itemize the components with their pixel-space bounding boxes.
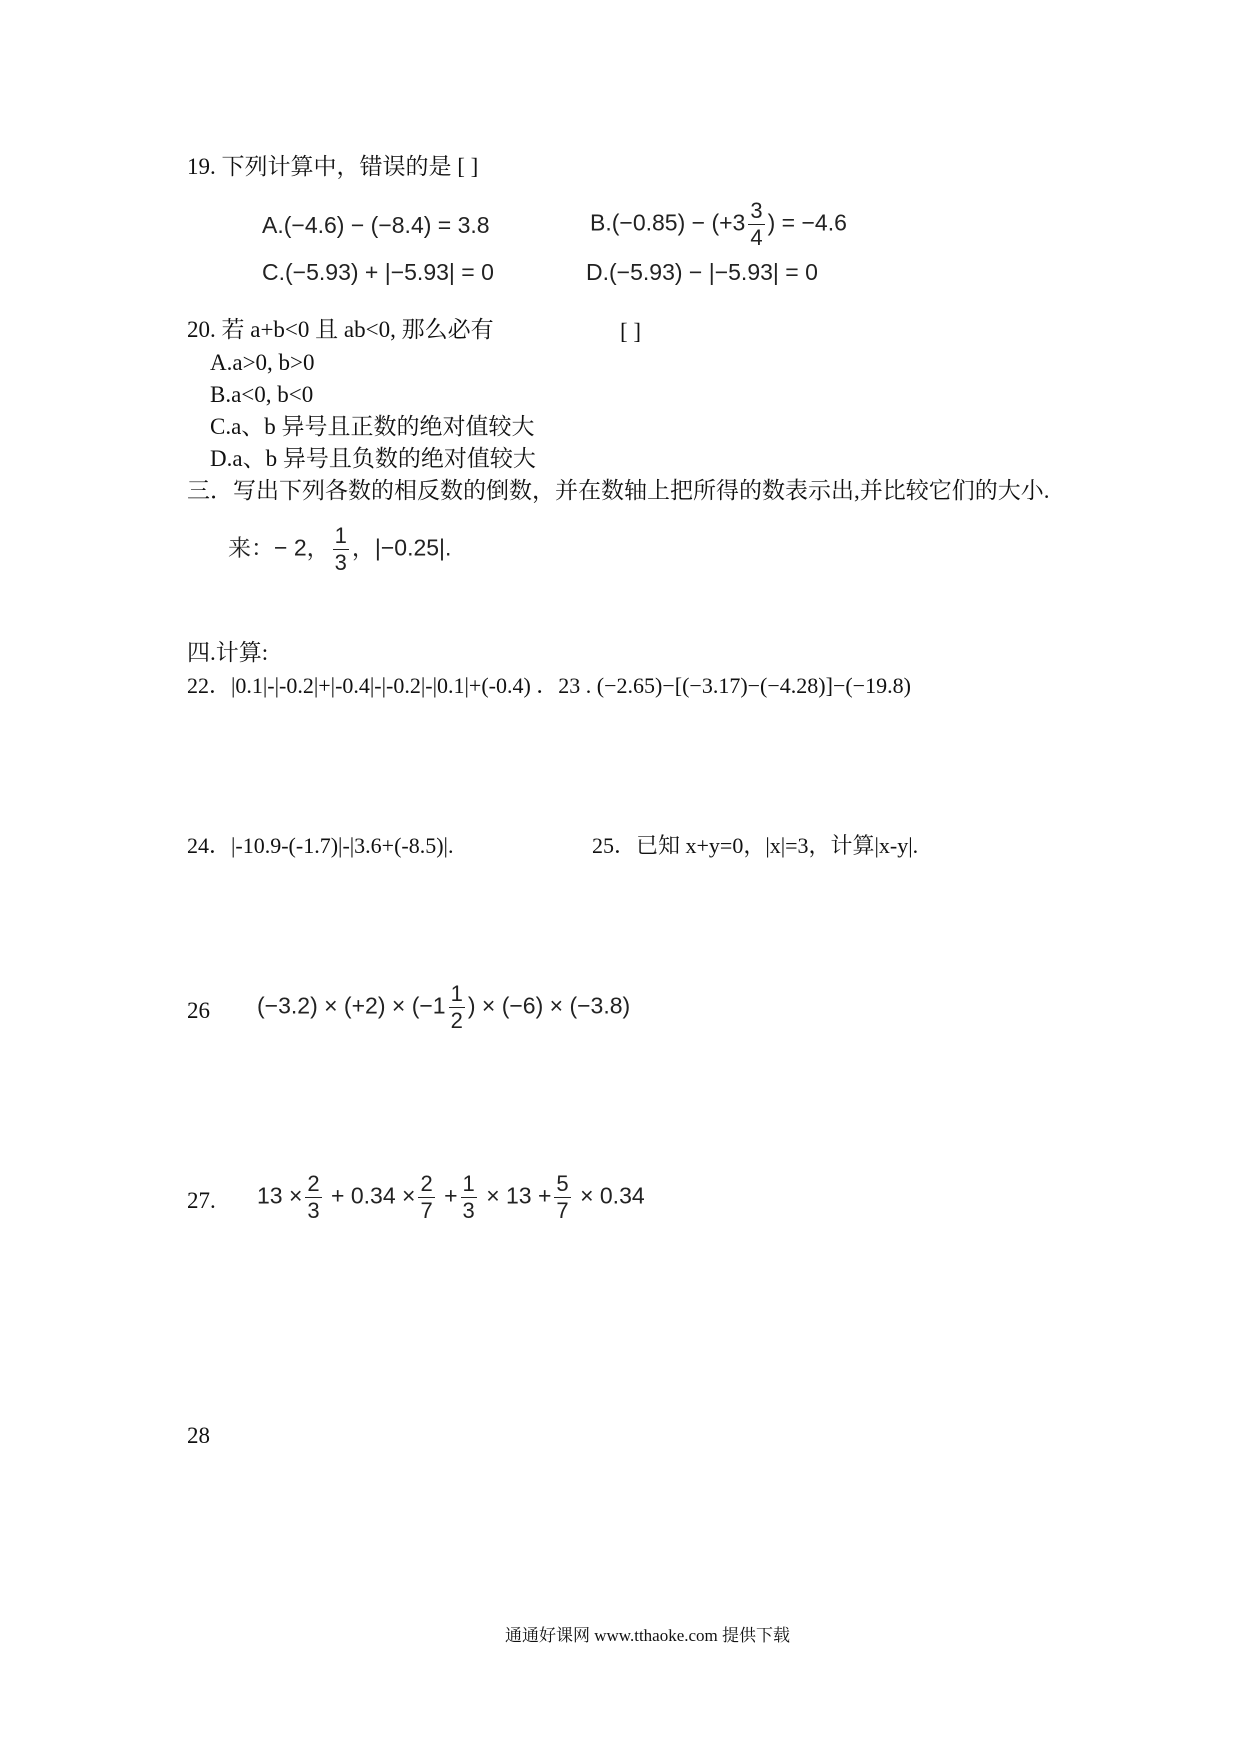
q27-fraction-3 [461,1173,477,1222]
q19-option-b-pre: B.(−0.85) − (+3 [590,209,746,236]
q27-expression [257,1173,645,1222]
fraction-numerator: 1 [462,1171,475,1196]
fraction-numerator: 3 [750,198,763,223]
q20-option-c: C.a、b 异号且正数的绝对值较大 [210,414,535,439]
q19-option-c: C.(−5.93) + |−5.93| = 0 [262,259,494,285]
q20-option-b: B.a<0, b<0 [210,382,314,407]
q20-option-a: A.a>0, b>0 [210,350,315,375]
fraction-numerator: 1 [450,981,463,1006]
q26-expression [257,983,630,1032]
q27-term-d: × 13 + [486,1182,552,1209]
section-3-numbers-post: ，|−0.25|. [351,534,452,561]
q20-answer-bracket: [ ] [620,319,642,344]
q24-line: 24．|-10.9-(-1.7)|-|3.6+(-8.5)|. [187,833,454,858]
q26-expression-post: ) × (−6) × (−3.8) [467,992,631,1019]
fraction-denominator: 7 [556,1198,569,1223]
q20-stem: 20. 若 a+b<0 且 ab<0, 那么必有 [187,317,494,342]
q27-term-c: + [444,1182,458,1209]
q25-line: 25．已知 x+y=0，|x|=3，计算|x-y|. [592,833,919,858]
section-3-numbers-pre: 来：− 2， [228,534,330,561]
q27-term-e: × 0.34 [580,1182,645,1209]
q27-term-b: + 0.34 × [331,1182,416,1209]
fraction-numerator: 5 [556,1171,569,1196]
q27-fraction-2 [418,1173,434,1222]
fraction-denominator: 7 [420,1198,433,1223]
section-3-title: 三．写出下列各数的相反数的倒数，并在数轴上把所得的数表示出,并比较它们的大小. [187,478,1050,503]
q19-option-b [590,200,847,249]
fraction-denominator: 3 [334,550,347,575]
q27-number: 27. [187,1188,216,1213]
q26-fraction [449,983,465,1032]
q27-fraction-4 [554,1173,570,1222]
q22-q23-line: 22．|0.1|-|-0.2|+|-0.4|-|-0.2|-|0.1|+(-0.4) ．23 . (−2.65)−[(−3.17)−(−4.28)]−(−19.8) [187,673,911,698]
fraction-denominator: 3 [462,1198,475,1223]
q27-fraction-1 [305,1173,321,1222]
fraction-denominator: 3 [307,1198,320,1223]
q26-number: 26 [187,998,210,1023]
q20-option-d: D.a、b 异号且负数的绝对值较大 [210,446,536,471]
fraction-numerator: 2 [307,1171,320,1196]
fraction-numerator: 1 [334,523,347,548]
section-4-title: 四.计算: [187,640,269,665]
q19-option-a: A.(−4.6) − (−8.4) = 3.8 [262,212,490,238]
q28-number: 28 [187,1423,210,1448]
fraction-denominator: 4 [750,225,763,250]
section-3-numbers [228,525,451,574]
q26-expression-pre: (−3.2) × (+2) × (−1 [257,992,446,1019]
section-3-fraction [333,525,349,574]
q19-option-b-post: ) = −4.6 [767,209,847,236]
q27-term-a: 13 × [257,1182,303,1209]
q19-stem: 19. 下列计算中，错误的是 [ ] [187,154,479,179]
fraction-numerator: 2 [420,1171,433,1196]
fraction-denominator: 2 [450,1008,463,1033]
page-footer: 通通好课网 www.tthaoke.com 提供下载 [505,1626,791,1645]
q19-option-b-fraction [748,200,764,249]
q19-option-d: D.(−5.93) − |−5.93| = 0 [586,259,818,285]
